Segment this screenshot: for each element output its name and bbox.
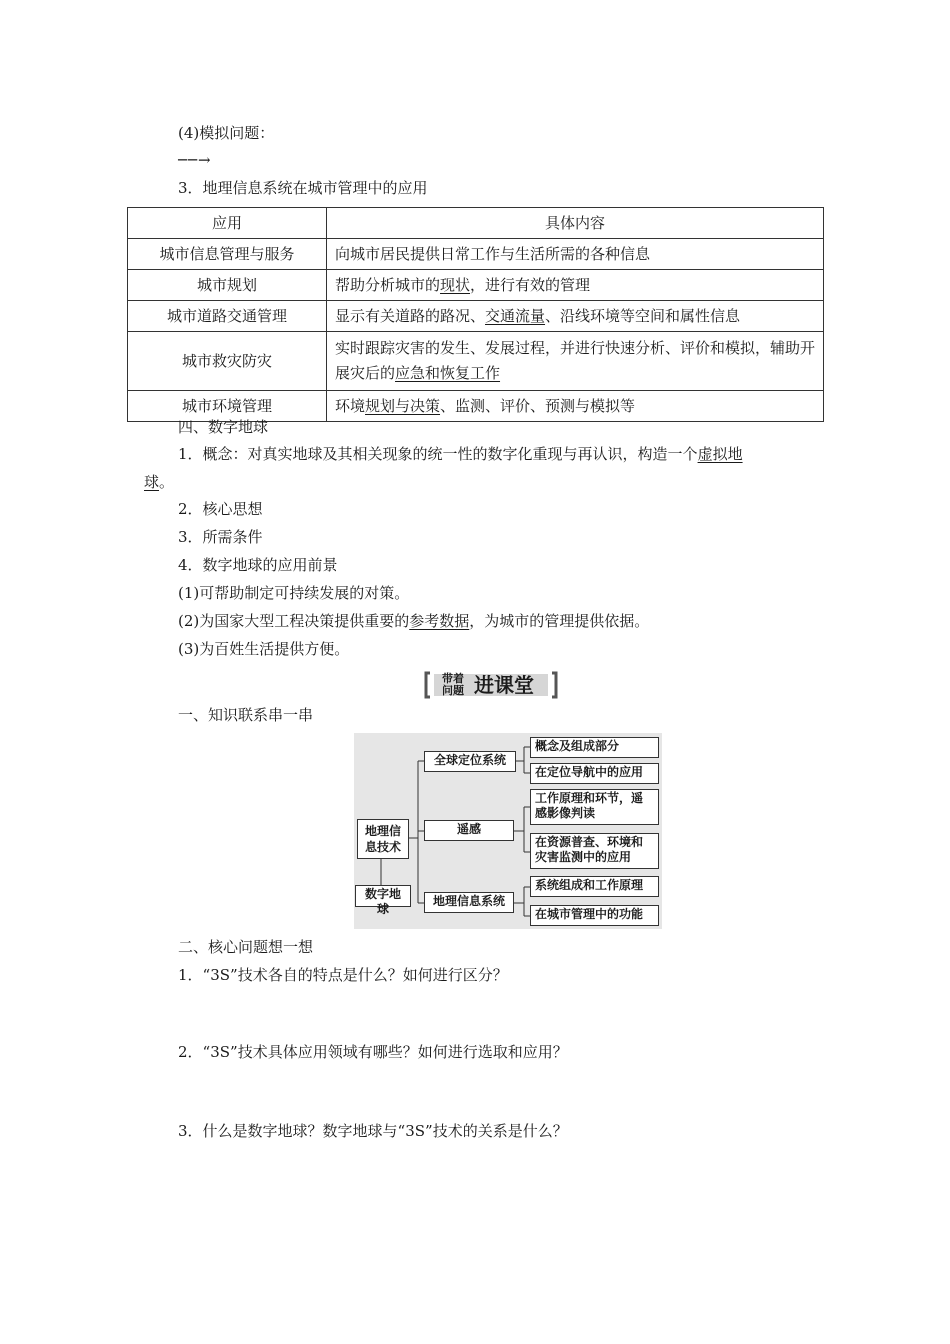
- node-gps: 全球定位系统: [424, 751, 516, 772]
- bring-questions-banner: [424, 670, 558, 700]
- section-four-heading: 四、数字地球: [178, 418, 269, 436]
- node-rs: 遥感: [424, 820, 514, 841]
- table-header: 具体内容: [327, 208, 824, 239]
- table-row: [128, 332, 824, 391]
- section-3-heading: 3．地理信息系统在城市管理中的应用: [178, 179, 428, 197]
- node-gis-city: 在城市管理中的功能: [530, 905, 659, 926]
- node-rs-monitoring: 在资源普查、环境和灾害监测中的应用: [530, 833, 659, 869]
- prospect-2: (2)为国家大型工程决策提供重要的参考数据，为城市的管理提供依据。: [178, 612, 650, 630]
- table-cell-app: 城市信息管理与服务: [128, 239, 327, 270]
- table-header: 应用: [128, 208, 327, 239]
- prospect-3: (3)为百姓生活提供方便。: [178, 640, 350, 658]
- table-row: [128, 270, 824, 301]
- arrow-line: ──→: [178, 151, 212, 169]
- table-cell-app: 城市规划: [128, 270, 327, 301]
- concept-line-cont: 球。: [144, 473, 175, 491]
- question-3: 3．什么是数字地球？数字地球与“3S”技术的关系是什么？: [178, 1122, 568, 1140]
- table-cell-content: 显示有关道路的路况、交通流量、沿线环境等空间和属性信息: [327, 301, 824, 332]
- node-gps-concept: 概念及组成部分: [530, 737, 659, 758]
- node-gis: 地理信息系统: [424, 892, 514, 913]
- table-cell-app: 城市环境管理: [128, 391, 327, 422]
- table-cell-app: 城市救灾防灾: [128, 332, 327, 391]
- core-idea: 2．核心思想: [178, 500, 263, 518]
- node-gis-composition: 系统组成和工作原理: [530, 876, 659, 897]
- table-cell-content: 向城市居民提供日常工作与生活所需的各种信息: [327, 239, 824, 270]
- table-row: [128, 301, 824, 332]
- knowledge-diagram: [354, 733, 662, 929]
- prospects-heading: 4．数字地球的应用前景: [178, 556, 338, 574]
- banner-small-bottom: 问题: [442, 684, 464, 697]
- conditions: 3．所需条件: [178, 528, 263, 546]
- table-cell-content: 帮助分析城市的现状，进行有效的管理: [327, 270, 824, 301]
- gis-application-table: [127, 207, 824, 422]
- node-root: 地理信息技术: [357, 819, 409, 859]
- table-row: [128, 239, 824, 270]
- prospect-1: (1)可帮助制定可持续发展的对策。: [178, 584, 410, 602]
- knowledge-heading: 一、知识联系串一串: [178, 706, 314, 724]
- concept-line: 1．概念：对真实地球及其相关现象的统一性的数字化重现与再认识，构造一个虚拟地: [178, 445, 743, 463]
- node-gps-navigation: 在定位导航中的应用: [530, 763, 659, 784]
- table-cell-content: 实时跟踪灾害的发生、发展过程，并进行快速分析、评价和模拟，辅助开展灾后的应急和恢复工作: [327, 332, 824, 391]
- question-2: 2．“3S”技术具体应用领域有哪些？如何进行选取和应用？: [178, 1043, 568, 1061]
- banner-title: 进课堂: [474, 673, 534, 697]
- core-questions-heading: 二、核心问题想一想: [178, 938, 314, 956]
- table-cell-app: 城市道路交通管理: [128, 301, 327, 332]
- node-digital-earth: 数字地球: [355, 885, 411, 907]
- sub-item-4: (4)模拟问题：: [178, 124, 275, 142]
- table-cell-content: 环境规划与决策、监测、评价、预测与模拟等: [327, 391, 824, 422]
- question-1: 1．“3S”技术各自的特点是什么？如何进行区分？: [178, 966, 508, 984]
- node-rs-principle: 工作原理和环节，遥感影像判读: [530, 789, 659, 825]
- banner-small-top: 带着: [442, 672, 464, 685]
- table-header-row: [128, 208, 824, 239]
